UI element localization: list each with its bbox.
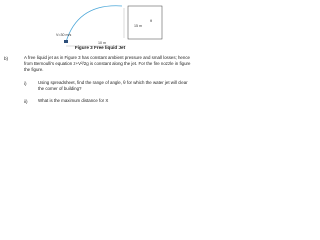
part-i-text: Using spreadsheet, find the range of angle, θ for which the water jet will clear the corner of building? bbox=[38, 80, 188, 91]
part-ii-text: What is the maximum distance for X bbox=[38, 98, 109, 103]
velocity-label: V=30 m/s bbox=[56, 33, 72, 37]
question-text: A free liquid jet as in Figure 3 has constant ambient pressure and small losses; hence from Bernoulli's equation z+V²/2g is constant along the jet. For the fire nozzle in figure the figure. bbox=[24, 55, 191, 72]
jet-trajectory bbox=[66, 6, 122, 42]
part-ii-number: ii) bbox=[24, 99, 28, 104]
distance-label: 10 m bbox=[98, 41, 106, 45]
question-number: b) bbox=[4, 56, 9, 61]
height-label: 15 m bbox=[134, 24, 142, 28]
figure-caption: Figure 3 Free liquid Jet bbox=[74, 45, 126, 50]
angle-label: θ bbox=[150, 19, 152, 23]
building-outline bbox=[128, 6, 162, 39]
nozzle bbox=[64, 40, 68, 43]
part-i-number: i) bbox=[24, 81, 27, 86]
